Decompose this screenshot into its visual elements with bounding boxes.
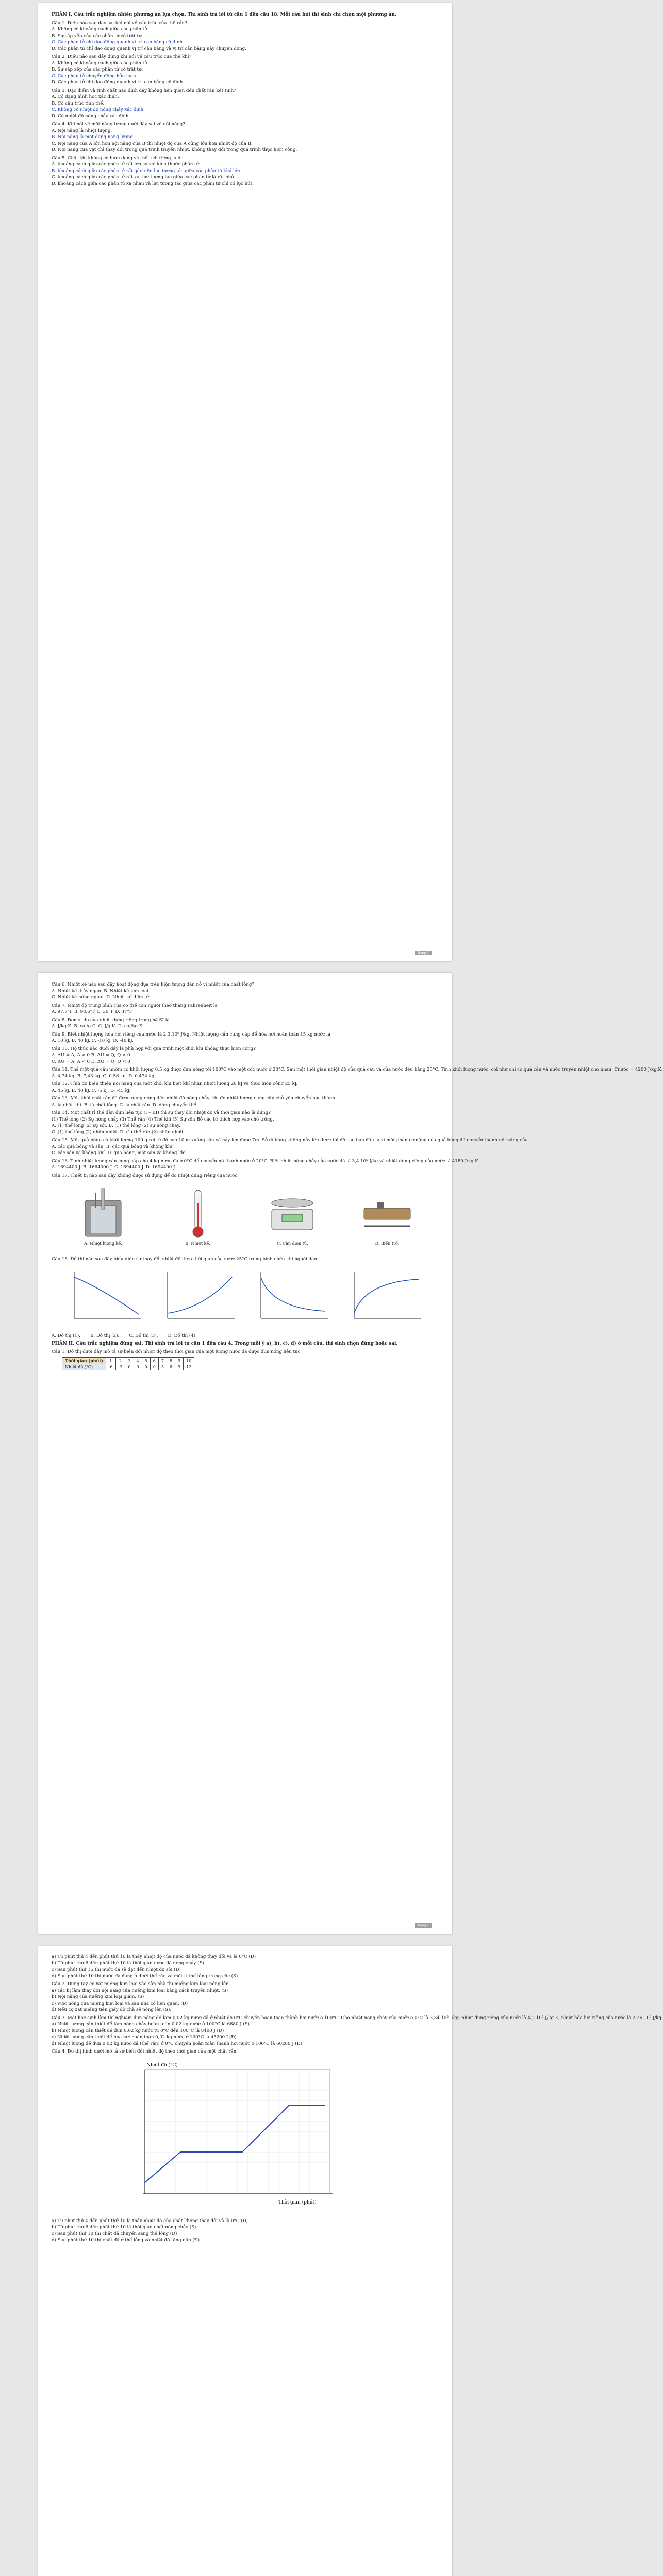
text-line: A. Không có khoảng cách giữa các phân tử. <box>52 60 149 66</box>
page2-questions <box>52 981 663 1179</box>
text-line: (1) Thể lỏng (2) Sự nóng chảy (3) Thể rắn (4) Thể khí (5) Sự sôi; Bỏ các từ thích hợp vào chỗ trống. <box>52 1116 274 1122</box>
device-caption-b: B. Nhiệt kế. <box>185 1241 210 1246</box>
text-line: b) Từ phút thứ 6 đến phút thứ 10 là thời gian chất nóng chảy (S) <box>52 2225 196 2230</box>
text-line: C. Các phân tử chuyển động hỗn loạn. <box>52 73 138 79</box>
text-line: B. Nội năng là một dạng năng lượng. <box>52 134 135 140</box>
question-stem: Câu 1. Đồ thị dưới đây mô tả sự biến đổi nhiệt độ theo thời gian của một lượng nước đá được đun nóng liên tục <box>52 1349 301 1354</box>
section-heading: PHẦN I. Câu trắc nghiệm nhiều phương án lựa chọn. Thí sinh trả lời từ câu 1 đến câu 18. Mỗi câu hỏi thí sinh chỉ chọn một phương án. <box>52 12 396 18</box>
question-stem: Câu 16. Tính nhiệt lượng cần cung cấp cho 4 kg nước đá ở 0°C để chuyển nó thành nước ở 20°C. Biết nhiệt nóng chảy của nước đá là 3,4.10⁵ J/kg và nhiệt dung riêng của nước là 4180 J/kg.K. <box>52 1158 480 1164</box>
rheostat-figure <box>346 1184 428 1246</box>
temperature-table <box>62 1357 194 1370</box>
time-cell: 7 <box>158 1358 167 1364</box>
text-line: c) Việc nóng của miếng kim loại và sàn nhà có liên quan. (Đ) <box>52 2001 188 2006</box>
question-stem: Câu 2. Điều nào sau đây đúng khi nói về cấu trúc của thể khí? <box>52 54 192 59</box>
question-stem: Câu 17. Thiết bị nào sau đây không được sử dụng để đo nhiệt dung riêng của nước. <box>52 1173 239 1178</box>
page-number-badge: Trang 1 <box>415 951 432 955</box>
text-line: A. J/kg.K. B. cal/g.C. C. J/g.K. D. cal/kg.K. <box>52 1024 144 1029</box>
time-cell: 2 <box>115 1358 125 1364</box>
time-cell: 3 <box>125 1358 134 1364</box>
cooling-graph-4 <box>344 1267 426 1329</box>
text-line: B. Sự sắp xếp của các phân tử có trật tự. <box>52 33 143 39</box>
text-line: C. Không có nhiệt độ nóng chảy xác định. <box>52 107 145 112</box>
temperature-cell: 3 <box>158 1364 167 1370</box>
text-line: d) Nếu cọ xát miếng tiền giấy đỡ chà sẽ nóng lên (S). <box>52 2007 172 2012</box>
scale-icon <box>261 1188 323 1239</box>
calorimeter-figure <box>62 1184 144 1246</box>
rheostat-icon <box>356 1188 418 1239</box>
text-line: c) Sau phút thứ 15 thì nước đá sẽ đạt đến nhiệt độ sôi (Đ) <box>52 1967 181 1972</box>
time-cell: 5 <box>142 1358 150 1364</box>
page-number-badge: Trang 2 <box>415 1923 432 1928</box>
text-line: B. khoảng cách giữa các phân tử rất gần nên lực tương tác giữa các phân tử khá lớn. <box>52 168 242 174</box>
question-stem: Câu 13. Một khối chất rắn đã được nung nóng đến nhiệt độ nóng chảy, khi đó nhiệt lượng cung cấp chủ yếu chuyển hóa thành <box>52 1096 335 1101</box>
text-line: A. 10 kJ. B. 40 kJ. C. -10 kJ. D. -40 kJ. <box>52 1038 134 1043</box>
text-line: A. các quả bóng và sân. B. các quả bóng và không khí. <box>52 1144 174 1149</box>
question-stem: Câu 3. Đặc điểm và tính chất nào dưới đây không liên quan đến chất rắn kết tinh? <box>52 88 236 93</box>
section-heading: PHẦN II. Câu trắc nghiệm đúng sai. Thí sinh trả lời từ câu 1 đến câu 4. Trong mỗi ý a), b), c), d) ở mỗi câu, thí sinh chọn đúng hoặc sai. <box>52 1341 398 1346</box>
text-line: a) Từ phút thứ 4 đến phút thứ 10 là thấy nhiệt độ của nước đá không thay đổi và là 0°C (Đ) <box>52 1954 256 1959</box>
time-cell: 1 <box>106 1358 115 1364</box>
text-line: b) Nội năng của miếng kim loại giảm. (S) <box>52 1994 144 1999</box>
time-cell: 9 <box>175 1358 184 1364</box>
question-stem: Câu 7. Nhiệt độ trung bình của cơ thể con người theo thang Fahrenheit là <box>52 1003 218 1008</box>
text-line: A. ΔU = A; A > 0 B. ΔU = Q; Q > 0 <box>52 1053 130 1058</box>
question-stem: Câu 14. Một chất rỉ thể dẫn đun liên tục (I – III) thì sự thay đổi nhiệt độ và thời gian nào là đúng? <box>52 1110 271 1115</box>
text-line: c) Nhiệt lượng cần thiết để hóa hơi hoàn toàn 0,02 kg nước ở 100°C là 45200 J (Đ) <box>52 2035 237 2040</box>
text-line: C. ΔU = A; A < 0 D. ΔU = Q; Q < 0 <box>52 1059 130 1064</box>
text-line: c) Sau phút thứ 10 thì chất đã chuyển sang thể lỏng (Đ) <box>52 2231 177 2236</box>
text-line: A. 1694400 J. B. 1664000 J. C. 1694400 J. D. 1694400 J. <box>52 1165 176 1170</box>
text-line: A. Nội năng là nhiệt lượng. <box>52 128 112 133</box>
text-line: b) Từ phút thứ 6 đến phút thứ 10 là thời gian nước đá nóng chảy (S) <box>52 1960 204 1966</box>
temperature-cell: 12 <box>184 1364 194 1370</box>
melting-graph <box>124 2059 340 2214</box>
page1-content <box>52 12 439 187</box>
device-caption-c: C. Cân điện tử. <box>277 1241 308 1246</box>
question-stem: Câu 18. Đồ thị nào sau đây biểu diễn sự thay đổi nhiệt độ theo thời gian của nước 25°C trong bình chứa khi nguội dần: <box>52 1257 319 1262</box>
document-page-3 <box>38 1946 663 2576</box>
text-line: C. Các phân tử chỉ dao động quanh vị trí cân bằng cố định. <box>52 40 184 45</box>
text-line: A. 97,7°F B. 98,6°F C. 36°F D. 37°F <box>52 1009 132 1014</box>
device-caption-d: D. Biến trở. <box>375 1241 400 1246</box>
question-stem: Câu 9. Biết nhiệt lượng hóa hơi riêng của nước là 2,3.10⁶ J/kg. Nhiệt lượng cần cung cấp để hóa hơi hoàn toàn 15 kg nước là <box>52 1031 331 1037</box>
device-caption-a: A. Nhiệt lượng kế. <box>84 1241 122 1246</box>
graph-xlabel: Thời gian (phút) <box>278 2199 317 2205</box>
temperature-cell: 0 <box>142 1364 150 1370</box>
question-stem: Câu 12. Tính độ biến thiên nội năng của một khối khí biết khí nhận nhiệt lượng 20 kJ và thực hiện công 25 kJ. <box>52 1081 298 1087</box>
equipment-figures <box>62 1184 428 1250</box>
text-line: a) Từ phút thứ 4 đến phút thứ 10 là thấy nhiệt độ của chất không thay đổi và là 0°C (Đ) <box>52 2218 248 2224</box>
text-line: A. Có dạng hình học xác định. <box>52 94 119 99</box>
question-stem: Câu 4. Đồ thị hình dưới mô tả sự biến đổi nhiệt độ theo thời gian của một chất rắn. <box>52 2049 238 2054</box>
page3-questions <box>52 1954 663 2055</box>
document-page-1 <box>38 3 452 961</box>
text-line: D. Nội năng của vật chỉ thay đổi trong quá trình truyền nhiệt, không thay đổi trong quá trình thực hiện công. <box>52 147 297 152</box>
text-line: A. 45 kJ. B. 40 kJ. C. -5 kJ. D. -45 kJ. <box>52 1088 131 1093</box>
temperature-row-label: Nhiệt độ (°C) <box>62 1364 106 1370</box>
text-line: A. khoảng cách giữa các phân tử rất lớn so với kích thước phân tử. <box>52 162 201 167</box>
text-line: a) Tác bị làm thay đổi nội năng của miếng kim loại bằng cách truyền nhiệt. (S) <box>52 1988 228 1993</box>
text-line: d) Sau phút thứ 10 thì chất đã ở thể lỏng và nhiệt độ tăng dần (Đ). <box>52 2238 201 2243</box>
graph-option-b: B. Đồ thị (2). <box>90 1333 120 1338</box>
text-line: A. (1) thể lỏng (2) sự sôi. B. (1) thể lỏng (2) sự nóng chảy. <box>52 1123 181 1128</box>
temperature-cell: 0 <box>150 1364 158 1370</box>
text-line: b) Nhiệt lượng cần thiết để đun 0,02 kg nước từ 0°C đến 100°C là 8400 J (Đ) <box>52 2028 224 2033</box>
text-line: A. Không có khoảng cách giữa các phân tử. <box>52 27 149 32</box>
time-cell: 4 <box>134 1358 142 1364</box>
time-row-label: Thời gian (phút) <box>62 1358 106 1364</box>
document-page-2 <box>38 973 663 1934</box>
temperature-cell: -6 <box>106 1364 115 1370</box>
temperature-cell: 0 <box>134 1364 142 1370</box>
cooling-graph-3 <box>251 1267 333 1329</box>
cooling-graph-2 <box>157 1267 240 1329</box>
text-line: C. các sân và không khí. D. quả bóng, mặt sân và không khí. <box>52 1150 187 1156</box>
text-line: D. khoảng cách giữa các phân tử xa nhau và lực tương tác giữa các phân tử chỉ có lực hút. <box>52 181 254 187</box>
text-line: a) Nhiệt lượng cần thiết để làm nóng chảy hoàn toàn 0,02 kg nước ở 100°C là 6680 J (S) <box>52 2022 250 2027</box>
time-row <box>62 1358 194 1364</box>
text-line: C. (1) thể lỏng (2) nhận nhiệt. D. (1) thể rắn (2) nhận nhiệt. <box>52 1129 185 1135</box>
text-line: B. Sự sắp xếp của các phân tử có trật tự. <box>52 67 143 72</box>
graph-option-a: A. Đồ thị (1). <box>52 1333 80 1338</box>
thermometer-figure <box>157 1184 239 1246</box>
text-line: D. Các phân tử chỉ dao động quanh vị trí cân bằng và vị trí cân bằng này chuyển động. <box>52 46 246 52</box>
question-stem: Câu 5. Chất khí không có hình dạng và thể tích riêng là do <box>52 155 184 161</box>
question-18 <box>52 1256 439 1263</box>
text-line: d) Sau phút thứ 10 thì nước đá đang ở dưới thể rắn và một ít thể lỏng trong cốc (S). <box>52 1973 239 1979</box>
part2-intro <box>52 1341 439 1355</box>
time-cell: 8 <box>167 1358 175 1364</box>
question-stem: Câu 2. Dùng tay cọ xát miếng kim loại vào sàn nhà thì miếng kim loại nóng lên. <box>52 1981 230 1987</box>
question-stem: Câu 3. Một học sinh làm thí nghiệm đun nóng để làm 0,02 kg nước đá ở nhiệt độ 0°C chuyển hoàn toàn thành hơi nước ở 100°C. Cho nhiệt nóng chảy của nước ở 0°C là 3,34.10⁵ J/kg; nhiệt dung riêng của nước là 4,2.10³ J/kg.K; nhiệt hóa hơi riêng của nước là 2,26.10⁶ J/kg. <box>52 2015 663 2021</box>
text-line: B. Có cấu trúc tinh thể. <box>52 100 105 106</box>
page3-statements <box>52 2218 439 2244</box>
melting-graph-svg <box>124 2059 340 2214</box>
graph-option-c: C. Đồ thị (3). <box>129 1333 158 1338</box>
question-stem: Câu 11. Thả một quả cầu nhôm có khối lượng 0,5 kg được đun nóng tới 100°C vào một cốc nước ở 20°C. Sau một thời gian nhiệt độ của quả cầu và của nước đều bằng 25°C. Tính khối lượng nước, coi như chỉ có quả cầu và nước truyền nhiệt cho nhau. Cnước = 4200 J/kg.K. <box>52 1067 663 1072</box>
text-line: A. là chất khí. B. là chất lỏng. C. là chất rắn. D. dòng chuyển thể. <box>52 1102 198 1108</box>
thermometer-icon <box>183 1188 213 1239</box>
temperature-cell: -3 <box>115 1364 125 1370</box>
time-cell: 10 <box>184 1358 194 1364</box>
text-line: D. Các phân tử chỉ dao động quanh vị trí cân bằng cố định. <box>52 80 185 85</box>
text-line: D. Có nhiệt độ nóng chảy xác định. <box>52 113 130 119</box>
calorimeter-icon <box>72 1188 134 1239</box>
text-line: A. 4,74 kg. B. 7,43 kg. C. 0,56 kg. D. 0,474 kg. <box>52 1073 156 1079</box>
graph-ylabel: Nhiệt độ (°C) <box>146 2062 178 2068</box>
question-stem: Câu 4. Khi nói về một năng lượng dưới đây sai về nội năng? <box>52 122 185 127</box>
question-stem: Câu 10. Hệ thức nào dưới đây là phù hợp với quá trình một khối khí không thực hiện công? <box>52 1046 256 1052</box>
question-stem: Câu 15. Một quả bóng có khối lượng 100 g rơi từ độ cao 10 m xuống sân và nảy lên được 7m. Sở dĩ bóng không nảy lên được tới độ cao ban đầu là vì một phần cơ năng của quả bóng đã chuyển thành nội năng của <box>52 1138 528 1143</box>
cooling-graph-1 <box>64 1267 146 1329</box>
temperature-row <box>62 1364 194 1370</box>
temperature-cell: 0 <box>125 1364 134 1370</box>
question-stem: Câu 6. Nhiệt kế nào sau đây hoạt động dựa trên hiện tượng dãn nở vì nhiệt của chất lỏng? <box>52 982 254 987</box>
graph-option-d: D. Đồ thị (4). <box>168 1333 197 1338</box>
time-cell: 6 <box>150 1358 158 1364</box>
scale-figure <box>251 1184 334 1246</box>
text-line: A. Nhiệt kế thủy ngân. B. Nhiệt kế kim loại. <box>52 988 150 994</box>
question-stem: Câu 8. Đơn vị đo của nhiệt dung riêng trong hệ SI là <box>52 1017 170 1023</box>
temperature-cell: 9 <box>175 1364 184 1370</box>
cooling-graphs <box>64 1267 426 1329</box>
graph-options <box>52 1333 439 1340</box>
text-line: C. khoảng cách giữa các phân tử rất xa, lực tương tác giữa các phân tử là rất nhỏ. <box>52 175 236 180</box>
question-stem: Câu 1. Điều nào sau đây sai khi nói về cấu trúc của thể rắn? <box>52 20 187 26</box>
text-line: C. Nhiệt kế hồng ngoại. D. Nhiệt kế điện tử. <box>52 995 151 1000</box>
text-line: d) Nhiệt lượng để đun 0,02 kg nước đá (thể rắn) ở 0°C chuyển hoàn toàn thành hơi nước ở 100°C là 60280 J (Đ) <box>52 2041 303 2046</box>
temperature-cell: 6 <box>167 1364 175 1370</box>
text-line: C. Nội năng của A lớn hơn nội năng của B thì nhiệt độ của A cũng lớn hơn nhiệt độ của B. <box>52 141 253 146</box>
